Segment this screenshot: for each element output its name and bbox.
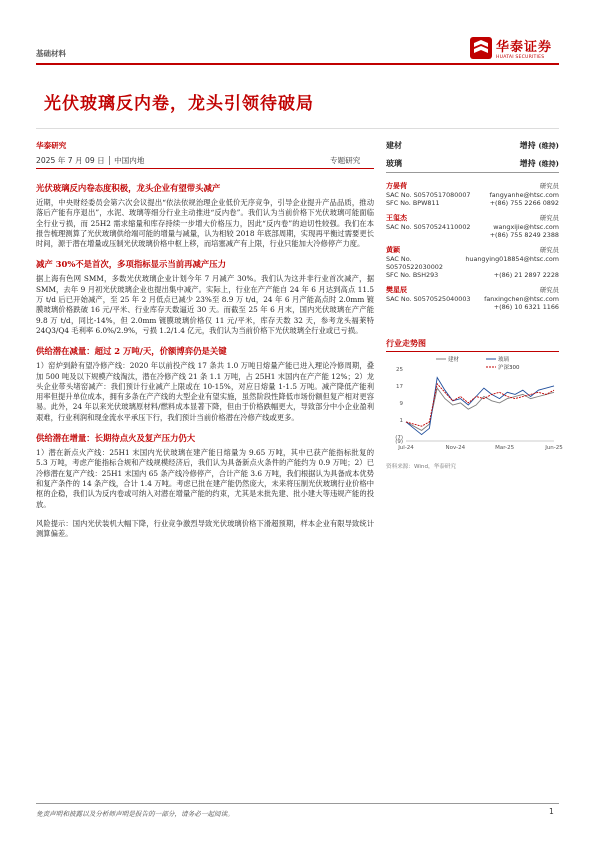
section-body: 近期，中央财经委员会第六次会议提出“依法依规治理企业低价无序竞争，引导企业提升产品品质，推动落后产能有序退出”，水泥、玻璃等细分行业主动推进“反内卷”。我们认为当前价格下光伏玻璃可能面临全行业亏损，而 25H2 需求缩量和库存持续一步增大价格压力，因此“反内卷”的迫切性较强。我们在本报告梳理测算了光伏玻璃供给端可能的增量与减量，认为相较 2018 年底部周期，实现再平衡过需要更长时间，源于潜在增量或压制光伏玻璃价格中枢上移，而培塞减产有上限，行业只能加大冷修停产力度。 — [36, 198, 374, 249]
logo-subtext: HUATAI SECURITIES — [496, 55, 545, 60]
x-tick-label: Nov-24 — [445, 445, 466, 451]
chart-title: 行业走势图 — [386, 338, 426, 348]
analyst-sfc: SFC No. BPW811 — [386, 199, 440, 207]
analyst-email[interactable]: wangxijie@htsc.com — [493, 223, 559, 231]
section-body: 1）窑炉到龄有望冷修产线：2020 年以前投产线 17 条共 1.0 万吨日熔量产能已进入理论冷修周期，叠加 500 吨及以下规模产线淘汰，潜在冷修产线 21 条 1.1 万吨，占 25H1 末国内在产产能 12%；2）龙头企业带头堵窑减产：我们预计行业减产上限或在 10-15%，对应日熔量 1-1.5 万吨。减产降低产能利用率但提升单位成本，拥有多条在产产线的大型企业有望实施，虽然阶段性降低市场份额但复产相对更容易。此外，24 年以来光伏玻璃原材料/燃料成本显著下降，但由于价格跌幅更大，导致部分中小企业盈利艰难，行业利润和现金流水平承压下行，我们预计当前价格潜在冷修产线或更多。 — [36, 361, 374, 422]
rating-sector: 玻璃 — [386, 158, 402, 168]
report-type: 专题研究 — [330, 156, 361, 165]
logo-text: 华泰证券 — [496, 40, 553, 55]
section-title: 供给潜在减量：超过 2 万吨/天，价额博弈仍是关键 — [36, 346, 227, 357]
footer-disclaimer: 免责声明和披露以及分析师声明是报告的一部分，请务必一起阅读。 — [36, 810, 234, 818]
chart-source: 资料来源：Wind，华泰研究 — [386, 464, 456, 470]
analyst-name: 黄颖 — [386, 245, 400, 254]
analyst-name: 王玺杰 — [386, 213, 407, 222]
series-line-1 — [406, 378, 554, 435]
section-body: 据上海有色网 SMM，多数光伏玻璃企业计划今年 7 月减产 30%。我们认为这并非行业首次减产，据 SMM，去年 9 月初光伏玻璃企业也提出集中减产。实际上，行业在产产能自 24 年 6 月达到高点 11.5 万 t/d 后已开始减产，至 25 年 2 月低点已减少 23%至 8.9 万 t/d，24 年 6 月产能高点时 2.0mm 镀膜玻璃价格跌破 16 元/平米、行业库存天数逼近 30 天。而截至 25 年 6 月末，国内光伏玻璃在产产能 9.8 万 t/d，同比-14%，但 2.0mm 镀膜玻璃价格仅 11 元/平米，库存天数 32 天，参考龙头福莱特 24Q3/Q4 毛利率 6.0%/2.9%，亏损 1.2/1.4 亿元，我们认为当前价格下光伏玻璃全行业或已亏损。 — [36, 274, 374, 335]
section-title: 供给潜在增量：长期待点火及复产压力仍大 — [36, 433, 196, 444]
y-tick-label: (7) — [395, 434, 403, 441]
y-tick-label: 17 — [396, 383, 403, 390]
report-title: 光伏玻璃反内卷，龙头引领待破局 — [44, 94, 314, 114]
x-tick-label: Mar-25 — [495, 445, 515, 451]
legend-label: 沪深300 — [498, 365, 520, 371]
analyst-card — [386, 285, 559, 311]
analyst-sac: SAC No. S0570522030002 — [386, 255, 443, 271]
analyst-role: 研究员 — [539, 246, 559, 254]
rating-value: 增持 — [519, 140, 536, 150]
analyst-phone: +(86) 10 6321 1166 — [493, 303, 559, 311]
report-date: 2025 年 7 月 09 日 — [36, 156, 105, 165]
page-number: 1 — [549, 807, 554, 816]
series-line-2 — [406, 384, 554, 426]
section — [36, 258, 374, 336]
analyst-card — [386, 213, 559, 239]
analyst-sfc: SFC No. BSH293 — [386, 271, 439, 279]
rating-value: 增持 — [519, 158, 536, 168]
chart-rule — [386, 351, 559, 352]
rating-sector: 建材 — [386, 140, 402, 150]
legend-label: 玻璃 — [498, 357, 510, 363]
analyst-name: 樊星辰 — [386, 285, 407, 294]
x-tick-label: Jul-24 — [398, 445, 414, 451]
analyst-list — [386, 181, 559, 311]
industry-trend-chart — [386, 355, 563, 455]
header-rule — [36, 63, 559, 65]
legend-label: 建材 — [448, 357, 460, 363]
logo — [470, 36, 552, 60]
analyst-email[interactable]: huangying018854@htsc.com — [465, 255, 559, 263]
y-tick-label: 25 — [396, 367, 403, 373]
analyst-sac: SAC No. S0570524110002 — [386, 223, 471, 231]
section-title: 减产 30%不是首次，多项指标显示当前再减产压力 — [36, 259, 227, 270]
x-tick-label: Jun-25 — [545, 445, 563, 451]
rating-qualifier: (维持) — [538, 141, 559, 150]
meta-rule — [36, 168, 374, 169]
analyst-email[interactable]: fangyanhe@htsc.com — [489, 191, 559, 199]
rating-row — [386, 140, 559, 151]
analyst-role: 研究员 — [539, 286, 559, 294]
analyst-phone: +(86) 755 2266 0892 — [489, 199, 559, 207]
chart-svg — [386, 355, 563, 455]
analyst-sac: SAC No. S0570525040003 — [386, 295, 471, 303]
risk-note: 风险提示：国内光伏装机大幅下降，行业竞争激烈导致光伏玻璃价格下滑超预期，样本企业有限导致统计测算偏差。 — [36, 518, 374, 539]
logo-mark-icon — [470, 37, 492, 59]
rating-row — [386, 158, 559, 169]
rating-qualifier: (维持) — [538, 159, 559, 168]
category-label: 基础材料 — [36, 49, 66, 58]
y-tick-label: 1 — [399, 417, 403, 424]
analyst-card — [386, 245, 559, 279]
analyst-card — [386, 181, 559, 207]
section — [36, 182, 374, 249]
section — [36, 432, 374, 510]
report-date-line: 2025 年 7 月 09 日 │ 中国内地 — [36, 156, 145, 165]
y-tick-label: 9 — [399, 400, 403, 407]
y-tick-label: (9) — [395, 439, 403, 445]
analyst-email[interactable]: fanxingchen@htsc.com — [484, 295, 559, 303]
main-body — [36, 182, 374, 539]
section-body: 1）潜在新点火产线：25H1 末国内光伏玻璃在建产能日熔量为 9.65 万吨，其中已获产能指标批复的 5.3 万吨，考虑产能指标合规和产线规模经济后，我们认为具备新点火条件的产能约为 0.9 万吨；2）已冷修潜在复产产线：25H1 末国内 65 条产线冷修停产，合计产能 3.6 万吨，我们根据认为具备成本优势和复产条件的 14 条产线，合计 1.4 万吨。考虑已批在建产能仍然庞大，未来将压制光伏玻璃行业价格中枢的企稳，我们认为反内卷或可纳入对潜在增量产能的约束，尤其是未批先建、批小建大等违规产能的投放。 — [36, 448, 374, 509]
footer-rule — [36, 803, 559, 804]
title-band — [36, 66, 559, 128]
analyst-sac: SAC No. S0570517080007 — [386, 191, 471, 199]
ratings-panel — [386, 140, 559, 169]
ratings-rule — [386, 172, 559, 173]
report-region: 中国内地 — [114, 156, 145, 165]
title-divider — [36, 128, 559, 129]
analyst-phone: +(86) 755 8249 2388 — [489, 231, 559, 239]
analyst-name: 方晏荷 — [386, 181, 407, 190]
section-title: 光伏玻璃反内卷态度积极，龙头企业有望带头减产 — [36, 183, 221, 193]
analyst-role: 研究员 — [539, 182, 559, 190]
analyst-phone: +(86) 21 2897 2228 — [493, 271, 559, 279]
analyst-role: 研究员 — [539, 214, 559, 222]
source-label: 华泰研究 — [36, 141, 67, 150]
section — [36, 345, 374, 423]
